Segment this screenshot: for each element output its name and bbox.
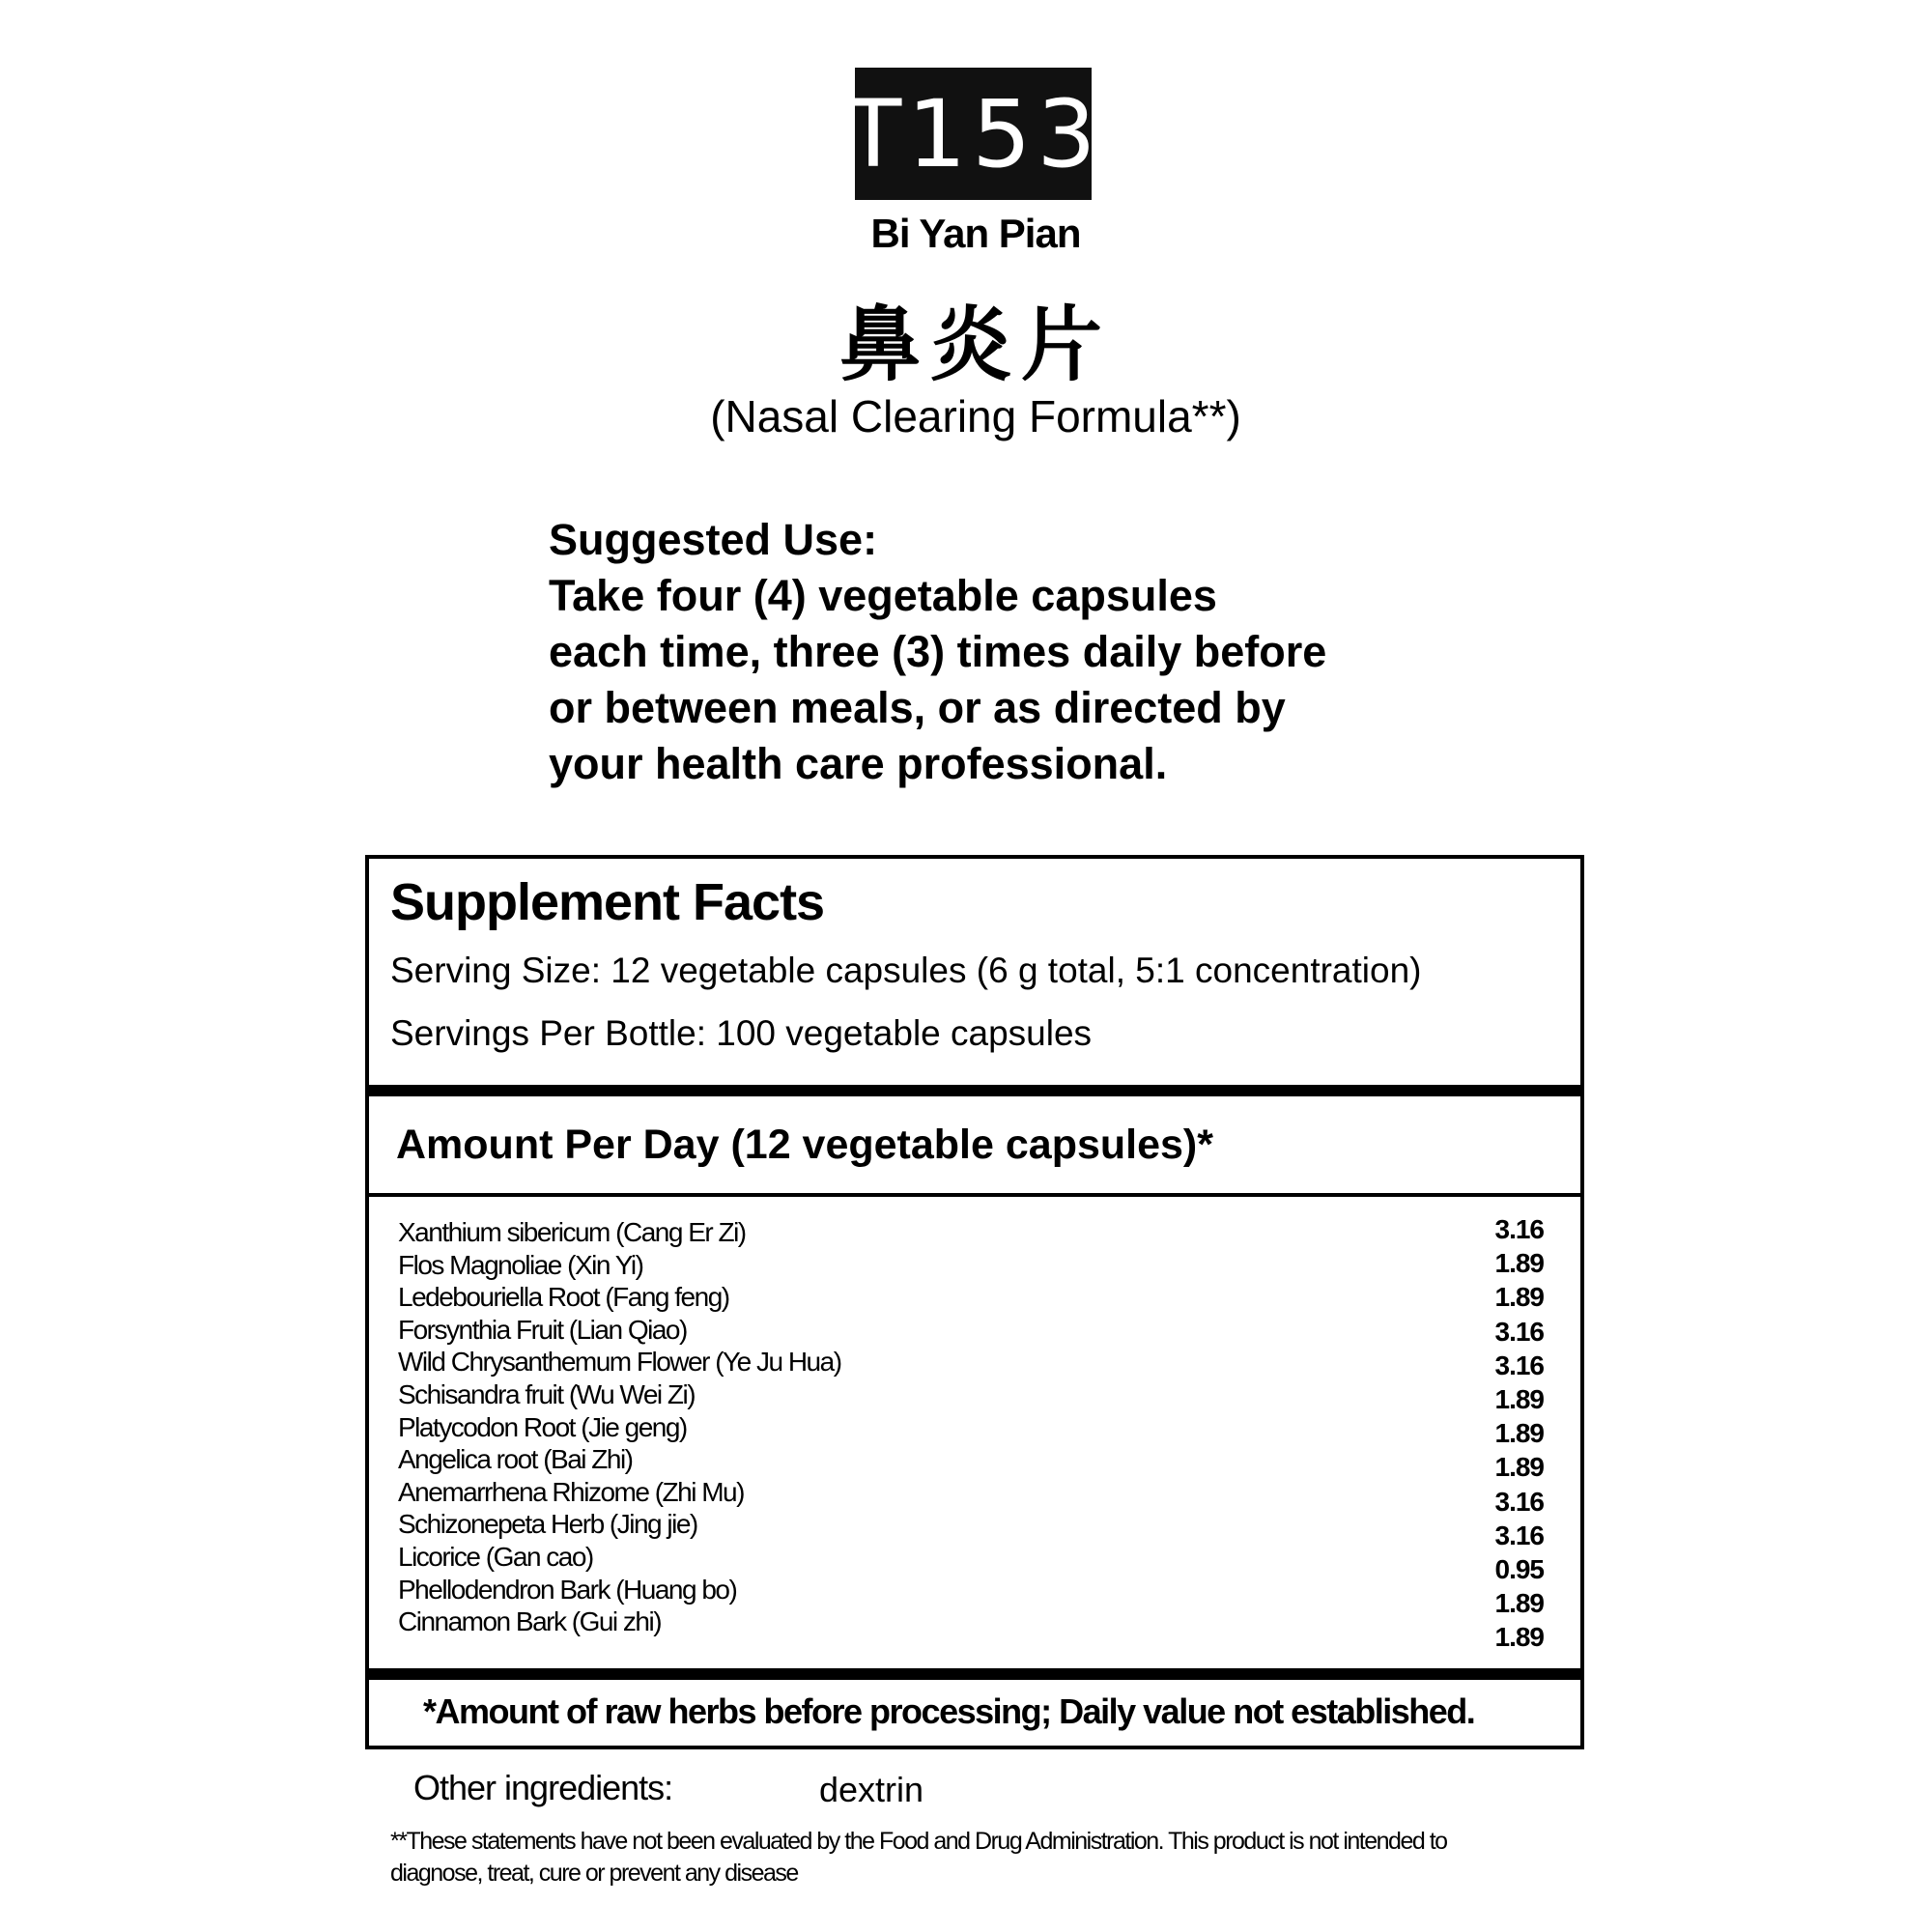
ingredient-amount: 1.89 xyxy=(1494,1418,1544,1449)
ingredient-amount: 1.89 xyxy=(1494,1282,1544,1313)
suggested-use-line: or between meals, or as directed by xyxy=(549,683,1286,732)
ingredient-name: Schizonepeta Herb (Jing jie) xyxy=(398,1509,697,1540)
other-ingredients-value: dextrin xyxy=(819,1770,924,1809)
ingredient-name: Forsynthia Fruit (Lian Qiao) xyxy=(398,1314,687,1345)
ingredient-name: Xanthium sibericum (Cang Er Zi) xyxy=(398,1217,746,1247)
ingredient-name: Angelica root (Bai Zhi) xyxy=(398,1444,633,1475)
ingredient-name: Cinnamon Bark (Gui zhi) xyxy=(398,1606,662,1637)
facts-footnote: *Amount of raw herbs before processing; Daily value not established. xyxy=(423,1691,1475,1731)
ingredient-amount: 1.89 xyxy=(1494,1383,1544,1414)
ingredient-amount: 3.16 xyxy=(1494,1486,1544,1517)
ingredient-name: Schisandra fruit (Wu Wei Zi) xyxy=(398,1378,696,1409)
ingredient-amount: 1.89 xyxy=(1494,1452,1544,1483)
ingredient-name: Platycodon Root (Jie geng) xyxy=(398,1411,687,1442)
suggested-use-line: each time, three (3) times daily before xyxy=(549,627,1327,676)
ingredient-amount: 1.89 xyxy=(1494,1248,1544,1279)
footnote-box xyxy=(365,1680,1584,1749)
amount-header: Amount Per Day (12 vegetable capsules)* xyxy=(396,1122,1213,1168)
product-code: T153 xyxy=(844,79,1102,188)
facts-header-box xyxy=(365,855,1584,1096)
suggested-use-line: Take four (4) vegetable capsules xyxy=(549,571,1217,620)
ingredients-box xyxy=(365,1197,1584,1680)
product-code-badge xyxy=(844,68,1102,200)
suggested-use xyxy=(549,512,1457,792)
ingredient-amount: 3.16 xyxy=(1494,1214,1544,1244)
serving-size: Serving Size: 12 vegetable capsules (6 g total, 5:1 concentration) xyxy=(390,951,1422,990)
ingredient-name: Wild Chrysanthemum Flower (Ye Ju Hua) xyxy=(398,1347,841,1378)
ingredient-name: Flos Magnoliae (Xin Yi) xyxy=(398,1249,643,1280)
ingredient-name: Ledebouriella Root (Fang feng) xyxy=(398,1282,729,1313)
ingredient-list xyxy=(398,1216,1267,1638)
english-name: (Nasal Clearing Formula**) xyxy=(710,391,1241,441)
ingredient-name: Licorice (Gan cao) xyxy=(398,1541,593,1572)
supplement-facts-panel xyxy=(365,855,1582,1753)
ingredient-name: Anemarrhena Rhizome (Zhi Mu) xyxy=(398,1476,744,1507)
other-ingredients-label: Other ingredients: xyxy=(413,1768,673,1807)
ingredient-amount: 0.95 xyxy=(1494,1553,1544,1584)
suggested-use-heading: Suggested Use: xyxy=(549,515,878,564)
fda-disclaimer: **These statements have not been evaluated by the Food and Drug Administration. This product is not intended to diagnose, treat, cure or prevent any disease xyxy=(390,1828,1447,1887)
ingredient-amount: 3.16 xyxy=(1494,1520,1544,1550)
chinese-name: 鼻炎片 xyxy=(838,297,1112,392)
servings-per-bottle: Servings Per Bottle: 100 vegetable capsules xyxy=(390,1013,1093,1053)
ingredient-amount: 3.16 xyxy=(1494,1316,1544,1347)
amount-header-box xyxy=(365,1096,1584,1197)
pinyin-name: Bi Yan Pian xyxy=(870,211,1081,256)
ingredient-amount: 1.89 xyxy=(1494,1588,1544,1619)
ingredient-amount: 1.89 xyxy=(1494,1622,1544,1653)
facts-title: Supplement Facts xyxy=(390,873,825,931)
ingredient-name: Phellodendron Bark (Huang bo) xyxy=(398,1574,737,1605)
ingredient-amounts xyxy=(1447,1212,1544,1654)
ingredient-amount: 3.16 xyxy=(1494,1350,1544,1380)
suggested-use-line: your health care professional. xyxy=(549,739,1168,788)
